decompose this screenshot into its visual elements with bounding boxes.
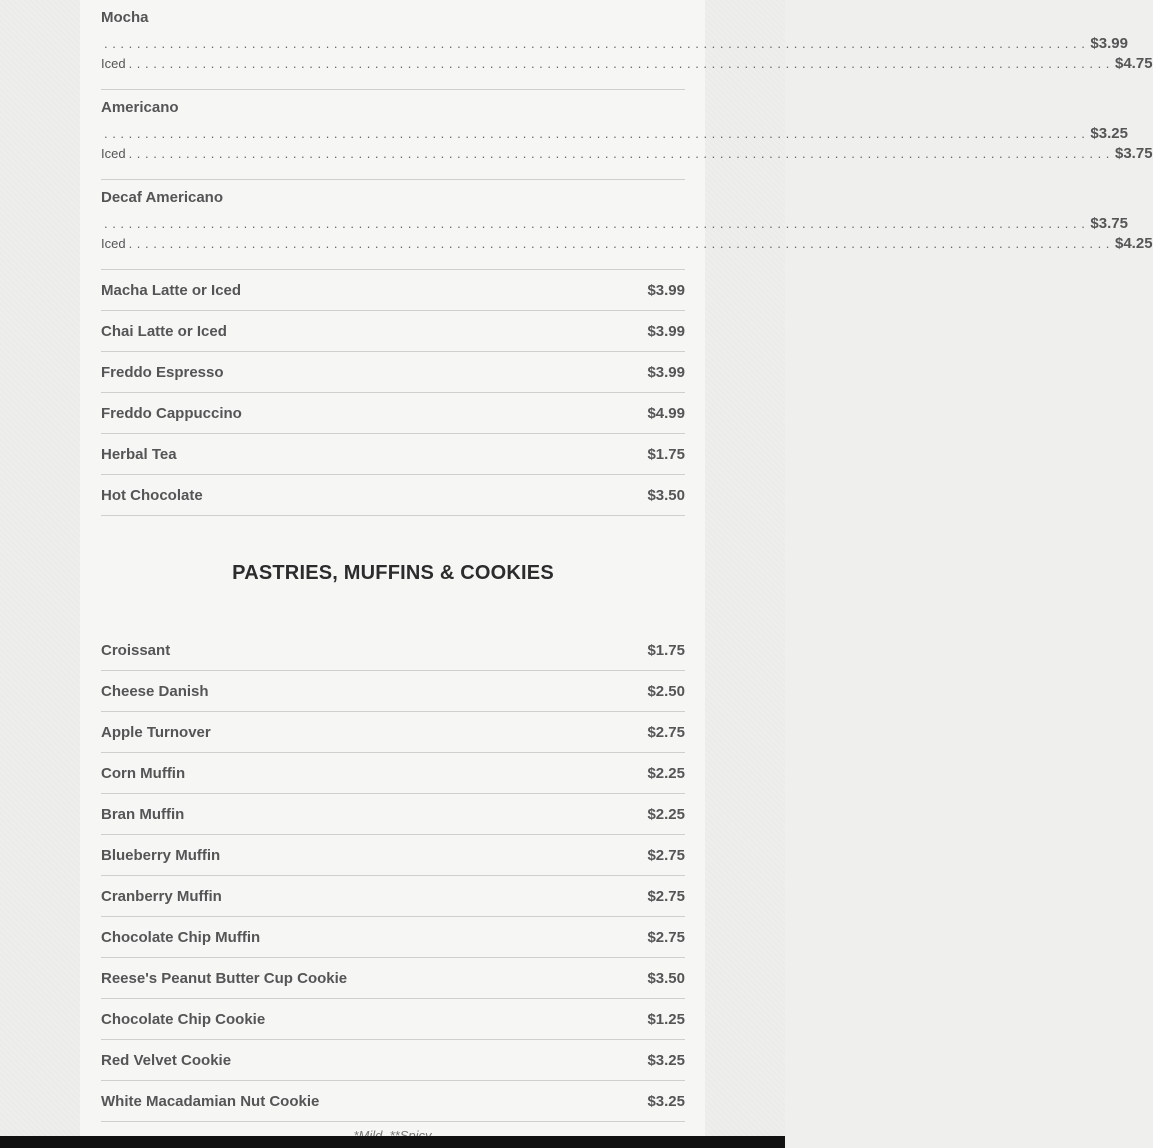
menu-item-price: $3.50 — [647, 486, 685, 504]
menu-item-name: Freddo Cappuccino — [101, 404, 242, 422]
menu-item-name: Reese's Peanut Butter Cup Cookie — [101, 969, 348, 987]
menu-item-price: $3.25 — [647, 1092, 685, 1110]
menu-item-price: $1.75 — [647, 641, 685, 659]
iced-price-line — [101, 145, 1153, 163]
iced-label: Iced — [101, 146, 126, 161]
menu-item-price: $2.50 — [647, 682, 685, 700]
menu-item-row — [101, 630, 685, 671]
hot-price-line — [101, 35, 1128, 53]
menu-item-price: $4.99 — [647, 404, 685, 422]
menu-item-price: $4.25 — [1115, 235, 1153, 252]
menu-item-price: $4.75 — [1115, 55, 1153, 72]
menu-item-row — [101, 475, 685, 516]
menu-item-name: Herbal Tea — [101, 445, 177, 463]
menu-item-name: Corn Muffin — [101, 764, 186, 782]
menu-item-americano — [101, 90, 1153, 180]
menu-item-name: Macha Latte or Iced — [101, 281, 242, 299]
dot-leader: ........................................................................................................................ — [104, 126, 1090, 141]
menu-item-price: $3.99 — [647, 363, 685, 381]
dot-leader: ........................................................................................................................ — [128, 236, 1114, 251]
menu-item-name: Cranberry Muffin — [101, 887, 222, 905]
menu-item-price: $2.75 — [647, 723, 685, 741]
menu-item-price: $2.25 — [647, 805, 685, 823]
hot-price-line — [101, 125, 1128, 143]
menu-item-row — [101, 917, 685, 958]
bottom-bar — [0, 1136, 785, 1148]
menu-item-price: $1.75 — [647, 445, 685, 463]
iced-price-line — [101, 235, 1153, 253]
iced-label: Iced — [101, 236, 126, 251]
menu-item-row — [101, 876, 685, 917]
menu-item-name: Chocolate Chip Muffin — [101, 928, 261, 946]
menu-item-row — [101, 999, 685, 1040]
menu-item-name: Apple Turnover — [101, 723, 211, 741]
menu-item-name: Americano — [101, 99, 179, 116]
menu-item-name: Blueberry Muffin — [101, 846, 221, 864]
menu-item-price: $2.75 — [647, 928, 685, 946]
menu-item-row — [101, 1081, 685, 1122]
menu-item-mocha — [101, 0, 1153, 90]
menu-item-row — [101, 753, 685, 794]
menu-item-price: $3.25 — [1090, 125, 1128, 142]
menu-item-row — [101, 270, 685, 311]
menu-item-name: Freddo Espresso — [101, 363, 224, 381]
menu-item-name: Hot Chocolate — [101, 486, 203, 504]
menu-item-row — [101, 434, 685, 475]
menu-item-row — [101, 311, 685, 352]
menu-item-price: $2.75 — [647, 887, 685, 905]
menu-item-name: Decaf Americano — [101, 189, 223, 206]
menu-item-decaf-americano — [101, 180, 1153, 270]
dot-leader: ........................................................................................................................ — [104, 36, 1090, 51]
menu-item-price: $3.99 — [647, 322, 685, 340]
menu-item-name: Bran Muffin — [101, 805, 185, 823]
menu-item-name: Mocha — [101, 9, 149, 26]
menu-item-name: Cheese Danish — [101, 682, 209, 700]
menu-item-row — [101, 712, 685, 753]
menu-item-name: White Macadamian Nut Cookie — [101, 1092, 320, 1110]
menu-item-row — [101, 352, 685, 393]
menu-item-price: $3.99 — [647, 281, 685, 299]
menu-item-row — [101, 794, 685, 835]
menu-item-price: $3.99 — [1090, 35, 1128, 52]
menu-item-price: $3.75 — [1090, 215, 1128, 232]
dot-leader: ........................................................................................................................ — [104, 216, 1090, 231]
menu-item-row — [101, 958, 685, 999]
iced-price-line — [101, 55, 1153, 73]
menu-item-price: $3.50 — [647, 969, 685, 987]
menu-content — [101, 0, 1153, 1122]
menu-item-row — [101, 393, 685, 434]
menu-item-row — [101, 671, 685, 712]
menu-item-price: $2.25 — [647, 764, 685, 782]
hot-price-line — [101, 215, 1128, 233]
menu-item-price: $3.75 — [1115, 145, 1153, 162]
dot-leader: ........................................................................................................................ — [128, 56, 1114, 71]
menu-item-name: Chai Latte or Iced — [101, 322, 227, 340]
menu-item-price: $1.25 — [647, 1010, 685, 1028]
iced-label: Iced — [101, 56, 126, 71]
menu-item-price: $3.25 — [647, 1051, 685, 1069]
section-title-pastries: PASTRIES, MUFFINS & COOKIES — [232, 561, 554, 584]
menu-item-name: Chocolate Chip Cookie — [101, 1010, 266, 1028]
menu-item-name: Croissant — [101, 641, 171, 659]
menu-item-name: Red Velvet Cookie — [101, 1051, 232, 1069]
menu-item-row — [101, 835, 685, 876]
dot-leader: ........................................................................................................................ — [128, 146, 1114, 161]
menu-item-row — [101, 1040, 685, 1081]
menu-item-price: $2.75 — [647, 846, 685, 864]
